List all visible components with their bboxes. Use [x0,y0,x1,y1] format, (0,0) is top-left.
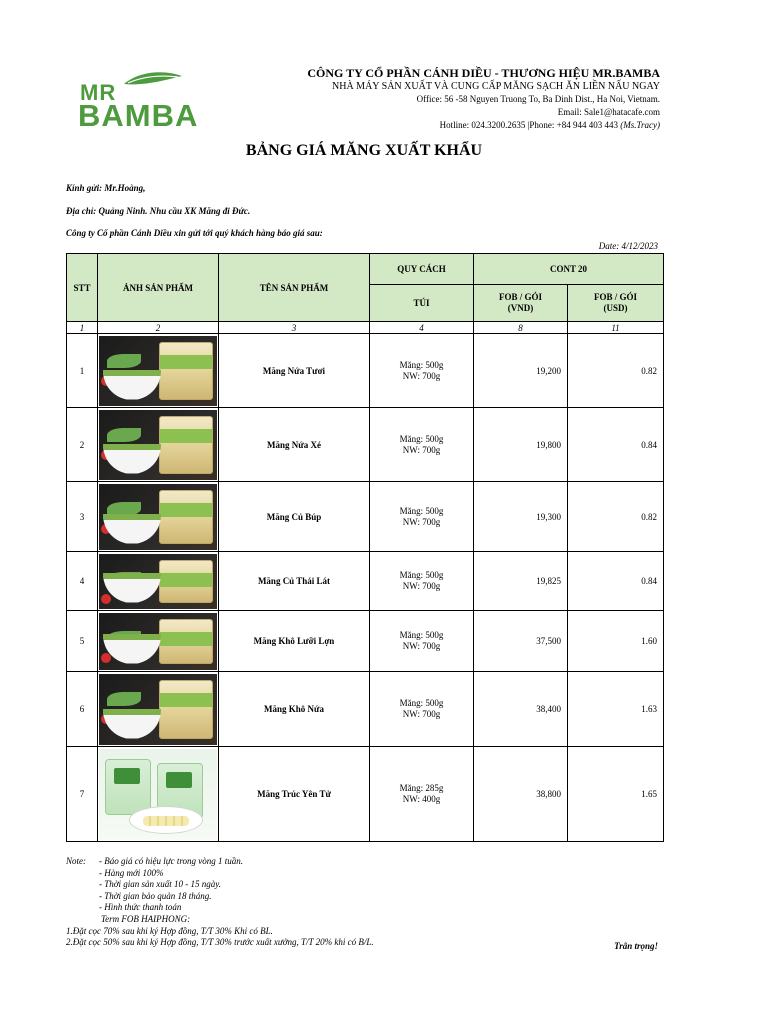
herb-shape [107,428,141,442]
product-bag-shape [159,416,213,474]
cell-image [98,747,219,842]
cell-image [98,482,219,552]
cell-spec [370,408,474,482]
table-row [67,672,664,747]
spec-gross: NW: 700g [402,581,441,591]
closing-text: Trân trọng! [614,941,658,951]
col-number: 4 [370,322,474,334]
table-row [67,334,664,408]
cell-image [98,672,219,747]
quote-date: Date: 4/12/2023 [598,241,658,251]
cell-image [98,408,219,482]
customer-address: Địa chỉ: Quảng Ninh. Nhu cầu XK Măng đi Đức. [66,206,251,216]
product-bag-shape [159,619,213,664]
bowl-shape [103,444,161,474]
table-row [67,611,664,672]
company-logo [78,70,199,133]
document-title: BẢNG GIÁ MĂNG XUẤT KHẨU [245,142,483,159]
cell-stt: 1 [67,334,98,408]
product-image [99,484,217,550]
cell-price-usd: 0.84 [568,552,664,611]
cell-product-name: Măng Trúc Yên Tử [219,747,370,842]
bowl-shape [103,573,161,603]
col-number: 8 [474,322,568,334]
product-image [99,613,217,670]
cell-stt: 4 [67,552,98,611]
logo-text-mr: MR [80,80,117,105]
cell-stt: 2 [67,408,98,482]
header-image: ẢNH SẢN PHẨM [98,254,219,322]
col-number: 3 [219,322,370,334]
header-name: TÊN SẢN PHẨM [219,254,370,322]
company-header [240,66,660,132]
spec-net: Măng: 500g [399,630,444,640]
cell-price-vnd: 19,300 [474,482,568,552]
product-image [99,749,217,840]
product-bag-shape [159,342,213,400]
bamboo-leaf-icon [122,70,184,88]
cell-product-name: Măng Củ Búp [219,482,370,552]
cell-stt: 7 [67,747,98,842]
column-number-row [67,322,664,334]
company-hotline [240,119,660,132]
header-usd: FOB / GÓI (USD) [568,285,664,322]
product-image [99,554,217,609]
bowl-shape [103,514,161,544]
cell-product-name: Măng Khô Nứa [219,672,370,747]
cell-price-usd: 0.84 [568,408,664,482]
note-item: - Thời gian sản xuất 10 - 15 ngày. [99,879,222,890]
logo-text-bamba: BAMBA [78,98,199,133]
company-email: Email: Sale1@hatacafe.com [557,107,660,117]
cell-spec [370,334,474,408]
cell-image [98,611,219,672]
cell-price-vnd: 19,800 [474,408,568,482]
cell-product-name: Măng Khô Lưỡi Lợn [219,611,370,672]
bowl-shape [103,370,161,400]
note-item: 1.Đặt cọc 70% sau khi ký Hợp đồng, T/T 30% Khi có BL. [66,925,273,936]
col-number: 1 [67,322,98,334]
note-item: Term FOB HAIPHONG: [101,913,191,924]
note-item: - Hàng mới 100% [99,867,164,878]
header-cont: CONT 20 [474,254,664,285]
spec-gross: NW: 700g [402,641,441,651]
col-number: 11 [568,322,664,334]
cell-spec [370,482,474,552]
table-row [67,482,664,552]
spec-net: Măng: 500g [399,505,444,516]
cell-spec [370,747,474,842]
spec-net: Măng: 500g [399,433,444,444]
table-row [67,747,664,842]
spec-gross: NW: 700g [402,516,441,527]
bowl-shape [103,634,161,664]
table-row [67,552,664,611]
spec-gross: NW: 700g [402,709,441,719]
header-stt: STT [67,254,98,322]
chili-shape [101,594,111,604]
package-shape [105,759,151,815]
price-table [66,253,664,842]
contact-name: (Ms.Tracy) [620,120,660,130]
product-bag-shape [159,490,213,544]
spec-gross: NW: 700g [402,370,441,381]
cell-stt: 5 [67,611,98,672]
product-bag-shape [159,560,213,603]
herb-shape [107,692,141,706]
note-item: 2.Đặt cọc 50% sau khi ký Hợp đồng, T/T 30% trước xuất xưởng, T/T 20% khi có B/L. [66,937,374,948]
cell-price-vnd: 19,825 [474,552,568,611]
cell-price-usd: 0.82 [568,482,664,552]
cell-spec [370,672,474,747]
cell-image [98,334,219,408]
header-spec: QUY CÁCH [370,254,474,285]
cell-price-vnd: 38,800 [474,747,568,842]
cell-spec [370,552,474,611]
cell-product-name: Măng Củ Thái Lát [219,552,370,611]
bowl-shape [103,709,161,739]
cell-product-name: Măng Nứa Xé [219,408,370,482]
cell-product-name: Măng Nứa Tươi [219,334,370,408]
cell-spec [370,611,474,672]
product-bag-shape [159,680,213,739]
cell-stt: 3 [67,482,98,552]
company-name: CÔNG TY CỔ PHẦN CÁNH DIỀU - THƯƠNG HIỆU MR.BAMBA [307,66,660,80]
spec-net: Măng: 285g [399,783,444,793]
cell-price-usd: 1.63 [568,672,664,747]
cell-price-usd: 1.65 [568,747,664,842]
company-tagline: NHÀ MÁY SẢN XUẤT VÀ CUNG CẤP MĂNG SẠCH ĂN LIỀN NẤU NGAY [332,81,660,92]
intro-statement: Công ty Cổ phần Cánh Diều xin gửi tới quý khách hàng báo giá sau: [66,228,323,238]
bamboo-shoots-shape [143,816,189,826]
header-spec-sub: TÚI [370,285,474,322]
cell-price-usd: 1.60 [568,611,664,672]
herb-shape [107,354,141,368]
cell-price-vnd: 37,500 [474,611,568,672]
product-image [99,674,217,745]
cell-price-vnd: 38,400 [474,672,568,747]
cell-stt: 6 [67,672,98,747]
note-item: - Báo giá có hiệu lực trong vòng 1 tuần. [99,856,244,866]
spec-net: Măng: 500g [399,359,444,370]
note-item: - Thời gian bảo quản 18 tháng. [99,890,212,901]
header-vnd: FOB / GÓI (VND) [474,285,568,322]
table-row [67,408,664,482]
hotline-text: Hotline: 024.3200.2635 |Phone: +84 944 403 443 [439,120,621,130]
spec-net: Măng: 500g [399,570,444,580]
greeting: Kính gửi: Mr.Hoàng, [66,183,146,193]
cell-price-usd: 0.82 [568,334,664,408]
product-image [99,410,217,480]
spec-gross: NW: 400g [402,794,441,804]
col-number: 2 [98,322,219,334]
spec-gross: NW: 700g [402,444,441,455]
note-item: - Hình thức thanh toán [99,902,182,913]
company-office: Office: 56 -58 Nguyen Truong To, Ba Dinh Dist., Ha Noi, Vietnam. [416,94,660,104]
cell-image [98,552,219,611]
spec-net: Măng: 500g [399,698,444,708]
product-image [99,336,217,406]
notes-label: Note: [66,856,86,866]
cell-price-vnd: 19,200 [474,334,568,408]
